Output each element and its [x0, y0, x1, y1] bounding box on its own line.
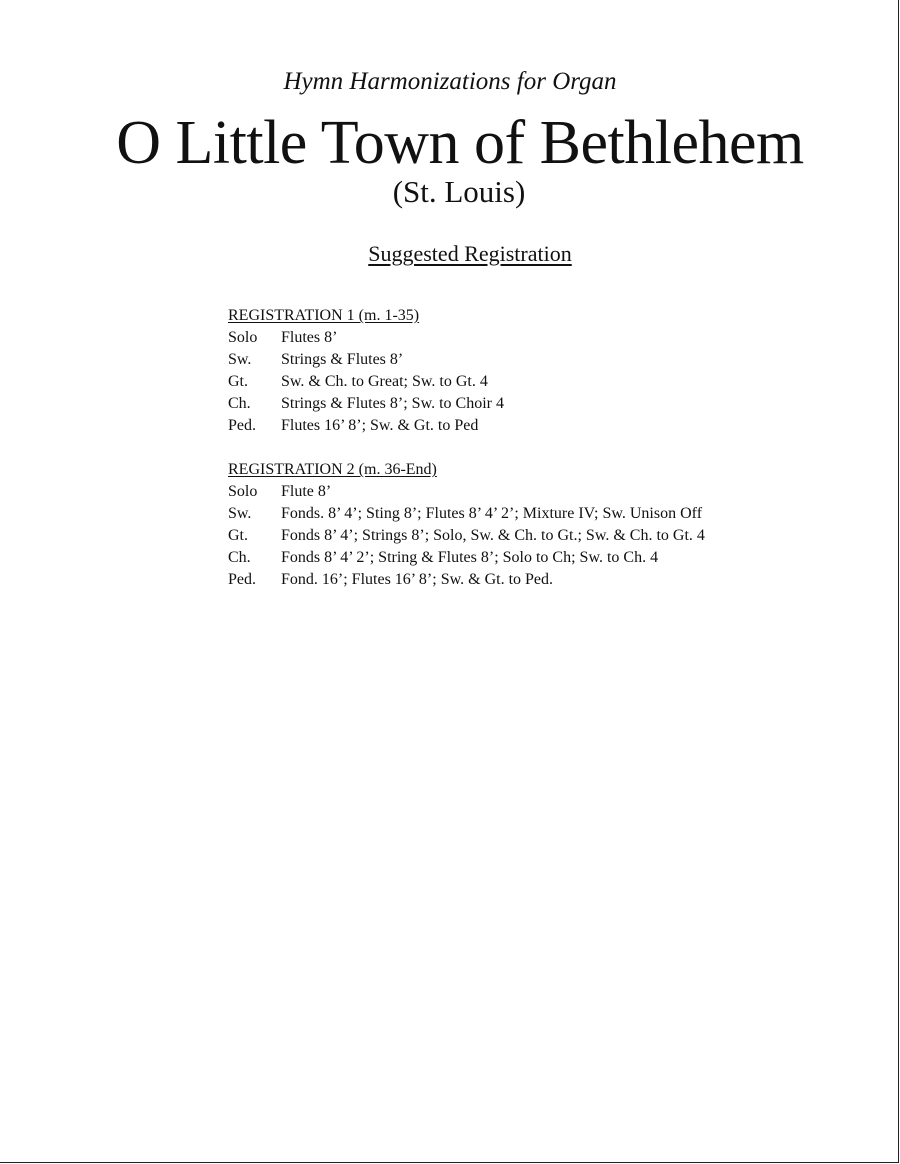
page-title: O Little Town of Bethlehem [116, 109, 804, 177]
registration-row-swell [228, 503, 828, 525]
registration-heading: REGISTRATION 2 (m. 36-End) [228, 461, 437, 478]
stop-list: Sw. & Ch. to Great; Sw. to Gt. 4 [281, 373, 488, 390]
division-label: Ped. [228, 571, 256, 588]
division-label: Solo [228, 329, 258, 346]
division-label: Ch. [228, 395, 251, 412]
registration-row-choir [228, 547, 828, 569]
registration-row-great [228, 371, 828, 393]
stop-list: Fond. 16’; Flutes 16’ 8’; Sw. & Gt. to Ped. [281, 571, 554, 588]
division-label: Sw. [228, 351, 252, 368]
registration-block-2 [228, 459, 828, 591]
division-label: Gt. [228, 373, 248, 390]
stop-list: Fonds 8’ 4’ 2’; String & Flutes 8’; Solo to Ch; Sw. to Ch. 4 [281, 549, 659, 566]
series-title: Hymn Harmonizations for Organ [283, 68, 617, 95]
stop-list: Flute 8’ [281, 483, 332, 500]
stop-list: Strings & Flutes 8’ [281, 351, 404, 368]
registration-row-great [228, 525, 828, 547]
registration-row-pedal [228, 569, 828, 591]
tune-name: (St. Louis) [392, 174, 526, 209]
registration-row-pedal [228, 415, 828, 437]
stop-list: Fonds 8’ 4’; Strings 8’; Solo, Sw. & Ch. to Gt.; Sw. & Ch. to Gt. 4 [281, 527, 705, 544]
division-label: Gt. [228, 527, 248, 544]
stop-list: Strings & Flutes 8’; Sw. to Choir 4 [281, 395, 504, 412]
stop-list: Fonds. 8’ 4’; Sting 8’; Flutes 8’ 4’ 2’; Mixture IV; Sw. Unison Off [281, 505, 703, 522]
registration-heading: REGISTRATION 1 (m. 1-35) [228, 307, 420, 324]
division-label: Sw. [228, 505, 252, 522]
registration-block-1 [228, 305, 828, 437]
registration-row-swell [228, 349, 828, 371]
registration-row-solo [228, 327, 828, 349]
registration-row-solo [228, 481, 828, 503]
division-label: Ped. [228, 417, 256, 434]
stop-list: Flutes 8’ [281, 329, 338, 346]
division-label: Ch. [228, 549, 251, 566]
registration-row-choir [228, 393, 828, 415]
stop-list: Flutes 16’ 8’; Sw. & Gt. to Ped [281, 417, 479, 434]
division-label: Solo [228, 483, 258, 500]
section-heading-suggested-registration: Suggested Registration [368, 241, 572, 266]
